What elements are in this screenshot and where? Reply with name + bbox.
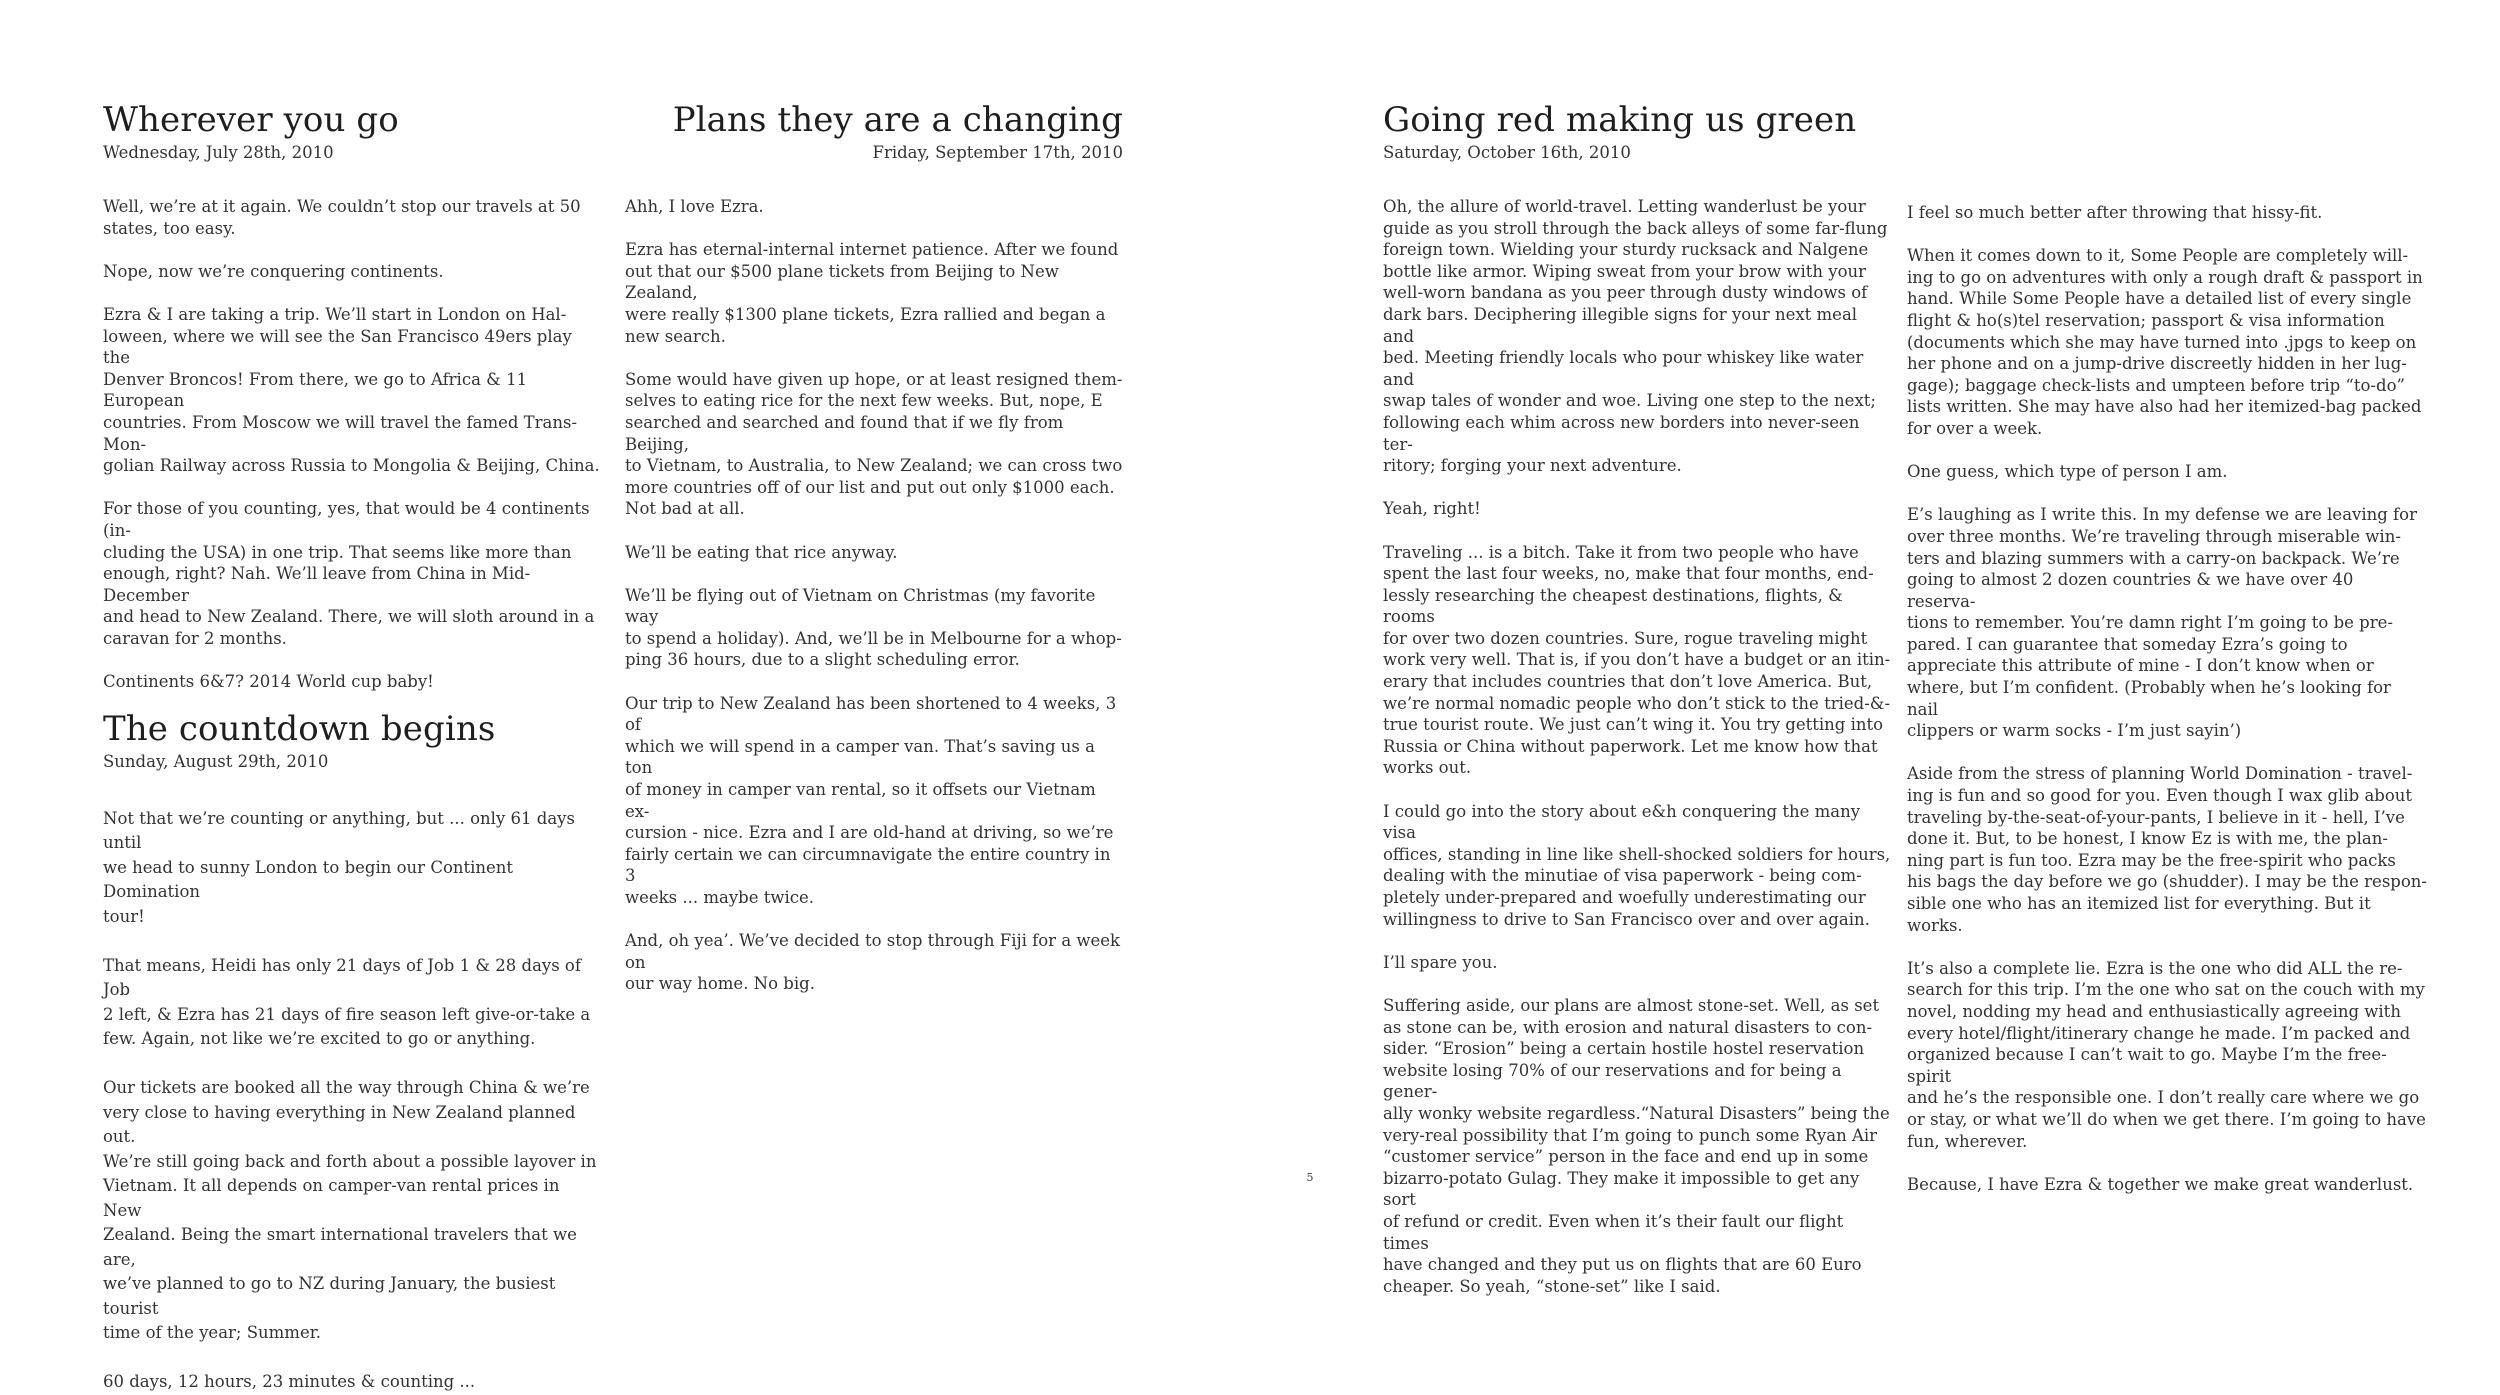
paragraph: We’ll be eating that rice anyway. <box>625 542 898 562</box>
paragraph: Nope, now we’re conquering continents. <box>103 261 444 281</box>
post-title: Going red making us green <box>1383 100 1857 140</box>
paragraph: Yeah, right! <box>1383 499 1481 519</box>
paragraph: I’ll spare you. <box>1383 952 1498 972</box>
post-date: Saturday, October 16th, 2010 <box>1383 143 1631 162</box>
paragraph: It’s also a complete lie. Ezra is the one who did ALL the re- search for this trip. I’m the one who sat on the couch with my novel, nodding my head and enthusiastically agreeing with every hotel/flight/itinerary change he made. I’m packed and organized because I can’t wait to go. Maybe I’m the free-spirit and he’s the responsible one. I don’t really care where we go or stay, or what we’ll do when we get there. I’m going to have fun, wherever. <box>1907 958 2426 1151</box>
post-date: Wednesday, July 28th, 2010 <box>103 143 334 162</box>
paragraph: I feel so much better after throwing that hissy-fit. <box>1907 203 2323 222</box>
paragraph: 60 days, 12 hours, 23 minutes & counting ... <box>103 1372 476 1392</box>
paragraph: Aside from the stress of planning World Domination - travel- ing is fun and so good for you. Even though I wax glib about traveling by-the-seat-of-your-pants, I believe in it - hell, I’ve done it. But, to be honest, I know Ez is with me, the plan- ning part is fun too. Ezra may be the free-spirit who packs his bags the day before we go (shudder). I may be the respon- sible one who has an itemized list for everything. But it works. <box>1907 764 2427 935</box>
paragraph: Some would have given up hope, or at least resigned them- selves to eating rice for the next few weeks. But, nope, E searched and searched and found that if we fly from Beijing, to Vietnam, to Australia, to New Zealand; we can cross two more countries off of our list and put out only $1000 each. Not bad at all. <box>625 369 1123 519</box>
right-column-1 <box>1383 100 1893 1319</box>
left-column-1 <box>103 100 603 1395</box>
paragraph: That means, Heidi has only 21 days of Job 1 & 28 days of Job 2 left, & Ezra has 21 days of fire season left give-or-take a few. Again, not like we’re excited to go or anything. <box>103 955 591 1049</box>
post-body <box>1383 196 1893 1297</box>
paragraph: One guess, which type of person I am. <box>1907 462 2228 482</box>
paragraph: Ezra & I are taking a trip. We’ll start in London on Hal- loween, where we will see the San Francisco 49ers play the Denver Broncos! From there, we go to Africa & 11 European countries. From Moscow we will travel the famed Trans-Mon- golian Railway across Russia to Mongolia & Beijing, China. <box>103 304 600 476</box>
paragraph: Oh, the allure of world-travel. Letting wanderlust be your guide as you stroll through the back alleys of some far-flung foreign town. Wielding your sturdy rucksack and Nalgene bottle like armor. Wiping sweat from your brow with your well-worn bandana as you peer through dusty windows of dark bars. Deciphering illegible signs for your next meal and bed. Meeting friendly locals who pour whiskey like water and swap tales of wonder and woe. Living one step to the next; following each whim across new borders into never-seen ter- ritory; forging your next adventure. <box>1383 197 1888 476</box>
post-date: Friday, September 17th, 2010 <box>872 143 1123 162</box>
paragraph: Continents 6&7? 2014 World cup baby! <box>103 672 434 692</box>
paragraph: And, oh yea’. We’ve decided to stop through Fiji for a week on our way home. No big. <box>625 931 1121 994</box>
paragraph: When it comes down to it, Some People are completely will- ing to go on adventures with only a rough draft & passport in hand. While Some People have a detailed list of every single flight & ho(s)tel reservation; passport & visa information (documents which she may have turned into .jpgs to keep on her phone and on a jump-drive discreetly hidden in her lug- gage); baggage check-lists and umpteen before trip “to-do” lists written. She may have also had her itemized-bag packed for over a week. <box>1907 246 2423 438</box>
paragraph: Ezra has eternal-internal internet patience. After we found out that our $500 plane tickets from Beijing to New Zealand, were really $1300 plane tickets, Ezra rallied and began a new search. <box>625 240 1119 346</box>
post-body <box>625 196 1123 995</box>
paragraph: Well, we’re at it again. We couldn’t stop our travels at 50 states, too easy. <box>103 197 581 238</box>
paragraph: Suffering aside, our plans are almost stone-set. Well, as set as stone can be, with erosion and natural disasters to con- sider. “Erosion” being a certain hostile hostel reservation website losing 70% of our reservations and for being a gener- ally wonky website regardless.“Natural Disasters” being the very-real possibility that I’m going to punch some Ryan Air “customer service” person in the face and end up in some bizarro-potato Gulag. They make it impossible to get any sort of refund or credit. Even when it’s their fault our flight times have changed and they put us on flights that are 60 Euro cheaper. So yeah, “stone-set” like I said. <box>1383 995 1890 1296</box>
paragraph: Our trip to New Zealand has been shortened to 4 weeks, 3 of which we will spend in a camper van. That’s saving us a ton of money in camper van rental, so it offsets our Vietnam ex- cursion - nice. Ezra and I are old-hand at driving, so we’re fairly certain we can circumnavigate the entire country in 3 weeks ... maybe twice. <box>625 693 1117 907</box>
paragraph: Not that we’re counting or anything, but ... only 61 days until we head to sunny London to begin our Continent Domination tour! <box>103 808 575 926</box>
post-body-continued <box>1907 202 2427 1195</box>
post-body <box>103 807 603 1395</box>
paragraph: I could go into the story about e&h conquering the many visa offices, standing in line like shell-shocked soldiers for hours, dealing with the minutiae of visa paperwork - being com- pletely under-prepared and woefully underestimating our willingness to drive to San Francisco over and over again. <box>1383 801 1891 929</box>
paragraph: Because, I have Ezra & together we make great wanderlust. <box>1907 1174 2414 1194</box>
post-title: Wherever you go <box>103 100 399 140</box>
paragraph: Ahh, I love Ezra. <box>625 197 764 216</box>
page-number: 5 <box>1306 1171 1314 1184</box>
paragraph: For those of you counting, yes, that would be 4 continents (in- cluding the USA) in one trip. That seems like more than enough, right? Nah. We’ll leave from China in Mid-December and head to New Zealand. There, we will sloth around in a caravan for 2 months. <box>103 499 595 648</box>
post-date: Sunday, August 29th, 2010 <box>103 751 329 771</box>
post-countdown <box>103 709 603 1395</box>
left-column-2 <box>625 100 1123 1017</box>
right-column-2 <box>1907 100 2427 1217</box>
post-title: The countdown begins <box>103 708 496 749</box>
paragraph: Traveling ... is a bitch. Take it from two people who have spent the last four weeks, no, make that four months, end- lessly researching the cheapest destinations, flights, & rooms for over two dozen countries. Sure, rogue traveling might work very well. That is, if you don’t have a budget or an itin- erary that includes countries that don’t love America. But, we’re normal nomadic people who don’t stick to the tried-&- true tourist route. We just can’t wing it. You try getting into Russia or China without paperwork. Let me know how that works out. <box>1383 542 1891 778</box>
paragraph: E’s laughing as I write this. In my defense we are leaving for over three months. We’re traveling through miserable win- ters and blazing summers with a carry-on backpack. We’re going to almost 2 dozen countries & we have over 40 reserva- tions to remember. You’re damn right I’m going to be pre- pared. I can guarantee that someday Ezra’s going to appreciate this attribute of mine - I don’t know when or where, but I’m confident. (Probably when he’s looking for nail clippers or warm socks - I’m just sayin’) <box>1907 505 2417 741</box>
paragraph: Our tickets are booked all the way through China & we’re very close to having everything in New Zealand planned out. We’re still going back and forth about a possible layover in Vietnam. It all depends on camper-van rental prices in New Zealand. Being the smart international travelers that we are, we’ve planned to go to NZ during January, the busiest tourist time of the year; Summer. <box>103 1078 597 1343</box>
paragraph: We’ll be flying out of Vietnam on Christmas (my favorite way to spend a holiday). And, we’ll be in Melbourne for a whop- ping 36 hours, due to a slight scheduling error. <box>625 585 1122 670</box>
post-body <box>103 196 603 693</box>
post-title: Plans they are a changing <box>672 100 1123 140</box>
